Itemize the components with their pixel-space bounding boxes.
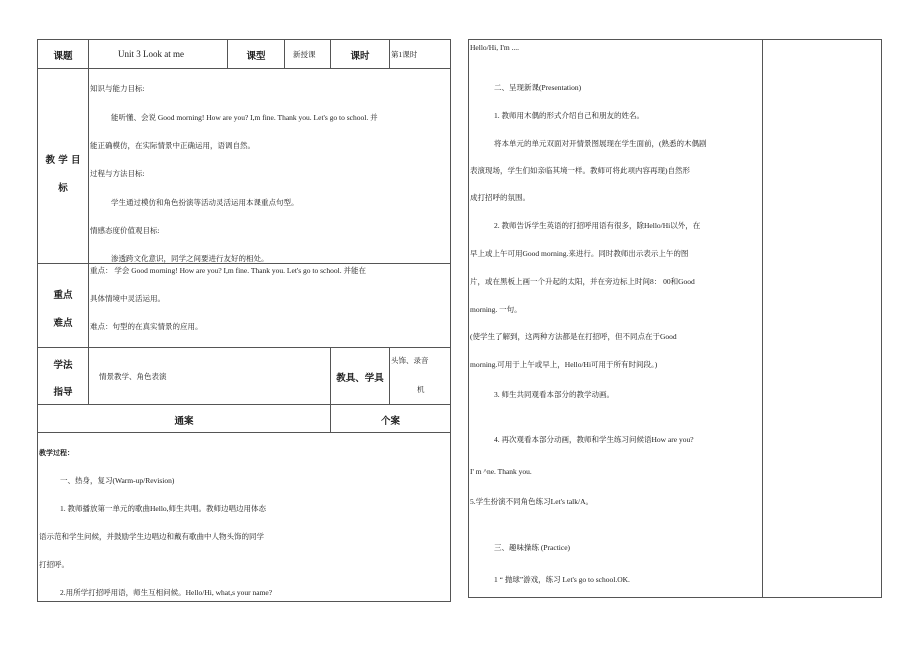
rule bbox=[468, 39, 882, 40]
individual-plan-header: 个案 bbox=[380, 416, 400, 427]
plan-line: 片，或在黑板上画一个升起的太阳，并在旁边标上时间8： 00和Good bbox=[470, 277, 695, 286]
process-line: 2.用所学打招呼用语，师生互相问候。Hello/Hi, what,s your name? bbox=[60, 588, 273, 597]
plan-line: 1 “ 抛球”游戏，练习 Let's go to school.OK. bbox=[494, 575, 630, 584]
objectives-line: 知识与能力目标: bbox=[90, 84, 145, 93]
key-points-label: 重点 bbox=[53, 290, 73, 301]
plan-line: 1. 教师用木偶的形式介绍自己和朋友的姓名。 bbox=[494, 111, 644, 120]
plan-line: 二、呈现新课(Presentation) bbox=[494, 83, 582, 92]
plan-line: 表演现场，学生们如亲临其境一样。教师可将此项内容再现)自然形 bbox=[470, 166, 690, 175]
objectives-line: 渗透跨文化意识，同学之间要进行友好的相处。 bbox=[111, 254, 269, 263]
method-label-2: 指导 bbox=[53, 387, 73, 398]
tools-label: 教具、学具 bbox=[336, 373, 384, 384]
plan-line: (使学生了解到，这两种方法都是在打招呼，但不同点在于Good bbox=[470, 332, 677, 341]
process-line: 打招呼。 bbox=[39, 560, 69, 569]
plan-line: 将本单元的单元双面对开情景图展现在学生面前，(熟悉的木偶剧 bbox=[494, 139, 707, 148]
objectives-line: 学生通过模仿和角色扮演等活动灵活运用本课重点句型。 bbox=[111, 198, 299, 207]
period-value: 第1课时 bbox=[391, 50, 418, 59]
plan-line: 3. 师生共同观看本部分的教学动画。 bbox=[494, 390, 614, 399]
plan-line: Hello/Hi, I'm .... bbox=[470, 43, 520, 52]
objectives-line: 能听懂、会说 Good morning! How are you? I,m fine. Thank you. Let's go to school. 并 bbox=[111, 113, 378, 122]
rule bbox=[762, 39, 763, 598]
process-title: 教学过程： bbox=[39, 449, 74, 457]
plan-line: 2. 教师告诉学生英语的打招呼用语有很多，除Hello/Hi以外，在 bbox=[494, 221, 701, 230]
rule bbox=[881, 39, 882, 598]
rule bbox=[389, 39, 390, 69]
plan-line: morning.可用于上午或早上，Hello/Hi可用于所有时间段。) bbox=[470, 360, 658, 369]
objectives-line: 过程与方法目标: bbox=[90, 169, 145, 178]
objectives-label-1: 教 学 目 bbox=[45, 155, 81, 166]
objectives-line: 能正确模仿，在实际情景中正确运用，语调自然。 bbox=[90, 141, 255, 150]
rule bbox=[37, 601, 451, 602]
process-line: 一、热身，复习(Warm-up/Revision) bbox=[60, 476, 175, 485]
plan-line: morning. 一句。 bbox=[470, 305, 522, 314]
plan-line: 5.学生扮演不同角色练习Let's talk/A。 bbox=[470, 497, 594, 506]
tools-value: 头饰、录音 bbox=[391, 356, 429, 365]
plan-line: 4. 再次观看本部分动画，教师和学生练习问候语How are you? bbox=[494, 435, 694, 444]
tools-value: 机 bbox=[417, 385, 425, 394]
plan-line: I' m ^ne. Thank you. bbox=[470, 467, 532, 476]
topic-label: 课题 bbox=[53, 51, 73, 62]
process-line: 1. 教师播放第一单元的歌曲Hello,师生共唱。教师边唱边用体态 bbox=[60, 504, 267, 513]
lesson-type-value: 新授课 bbox=[293, 50, 316, 59]
key-points-line: 重点： 学会 Good morning! How are you? I,m fine. Thank you. Let's go to school. 并能在 bbox=[90, 266, 366, 275]
process-line: 语示范和学生问候，并鼓励学生边唱边和戴有歌曲中人物头饰的同学 bbox=[39, 532, 264, 541]
key-points-line: 具体情境中灵活运用。 bbox=[90, 294, 165, 303]
key-points-line: 难点：句型的在真实情景的应用。 bbox=[90, 322, 203, 331]
rule bbox=[37, 432, 451, 433]
topic-value: Unit 3 Look at me bbox=[118, 49, 184, 59]
period-label: 课时 bbox=[350, 51, 370, 62]
method-value: 情景教学、角色表演 bbox=[99, 372, 167, 381]
common-plan-header: 通案 bbox=[174, 416, 194, 427]
plan-line: 三、趣味操练 (Practice) bbox=[494, 543, 571, 552]
rule bbox=[389, 347, 390, 405]
rule bbox=[450, 39, 451, 602]
right-lesson-table bbox=[460, 0, 920, 651]
plan-line: 成打招呼的氛围。 bbox=[470, 193, 530, 202]
lesson-type-label: 课型 bbox=[246, 51, 266, 62]
plan-line: 早上或上午可用Good morning.来进行。同时教师出示表示上午的图 bbox=[470, 249, 689, 258]
rule bbox=[284, 39, 285, 69]
rule bbox=[468, 597, 882, 598]
rule bbox=[88, 39, 89, 405]
difficulties-label: 难点 bbox=[53, 318, 73, 329]
method-label-1: 学法 bbox=[53, 360, 73, 371]
objectives-label-2: 标 bbox=[58, 183, 68, 194]
rule bbox=[468, 39, 469, 598]
objectives-line: 情感态度价值观目标: bbox=[90, 226, 160, 235]
